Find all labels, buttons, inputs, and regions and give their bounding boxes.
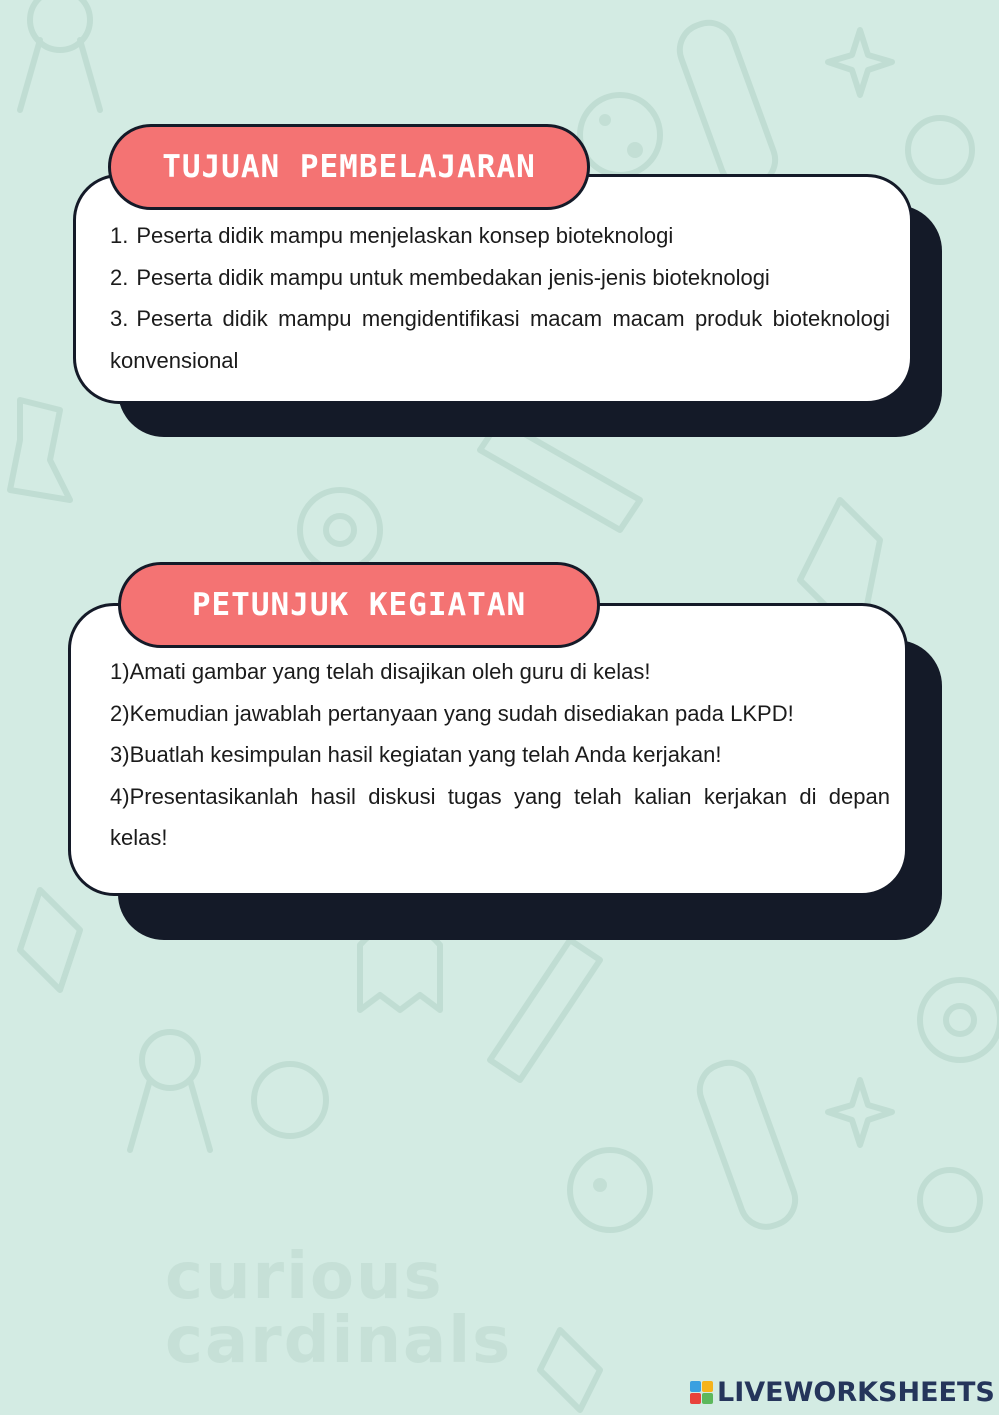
list-item: 1. Peserta didik mampu menjelaskan konsep bioteknologi (110, 223, 674, 248)
icon-tile (702, 1393, 713, 1404)
planet-icon (580, 95, 660, 175)
pencil-icon-2 (490, 940, 600, 1080)
test-tube-icon (673, 16, 783, 195)
icon-tile (690, 1393, 701, 1404)
test-tube-icon-2 (693, 1056, 803, 1235)
crystal-icon-2 (20, 890, 80, 990)
brand-name: LIVEWORKSHEETS (717, 1376, 995, 1408)
ring-icon-2 (920, 1170, 980, 1230)
beaker-icon (10, 400, 70, 500)
crystal-icon-3 (540, 1330, 600, 1410)
icon-tile (702, 1381, 713, 1392)
planet-icon-2 (254, 1064, 326, 1136)
watermark-line-2: cardinals (165, 1304, 513, 1378)
planet-icon-3 (570, 1150, 650, 1230)
rocket-icon (20, 0, 100, 110)
background-watermark (165, 1240, 525, 1378)
rocket-icon-2 (130, 1032, 210, 1150)
liveworksheets-icon (690, 1381, 713, 1404)
list-item: 4)Presentasikanlah hasil diskusi tugas yang telah kalian kerjakan di depan kelas! (110, 783, 890, 850)
list-item: 2)Kemudian jawablah pertanyaan yang sudah disediakan pada LKPD! (110, 700, 794, 726)
liveworksheets-logo[interactable] (690, 1375, 995, 1409)
list-item: 3)Buatlah kesimpulan hasil kegiatan yang telah Anda kerjakan! (110, 742, 722, 767)
section2-list (110, 651, 890, 859)
cog-icon (300, 490, 380, 570)
icon-tile (690, 1381, 701, 1392)
section2-title: PETUNJUK KEGIATAN (118, 562, 600, 648)
sparkle-icon-2 (828, 1080, 892, 1145)
list-item: 3. Peserta didik mampu mengidentifikasi macam macam produk bioteknologi konvensional (110, 306, 890, 373)
section1-list (110, 215, 890, 381)
list-item: 2. Peserta didik mampu untuk membedakan jenis-jenis bioteknologi (110, 264, 770, 290)
cog-icon-2 (920, 980, 999, 1060)
section1-title: TUJUAN PEMBELAJARAN (108, 124, 590, 210)
watermark-line-1: curious (165, 1240, 444, 1314)
ring-icon (908, 118, 972, 182)
sparkle-icon (828, 30, 892, 95)
list-item: 1)Amati gambar yang telah disajikan oleh guru di kelas! (110, 659, 651, 684)
